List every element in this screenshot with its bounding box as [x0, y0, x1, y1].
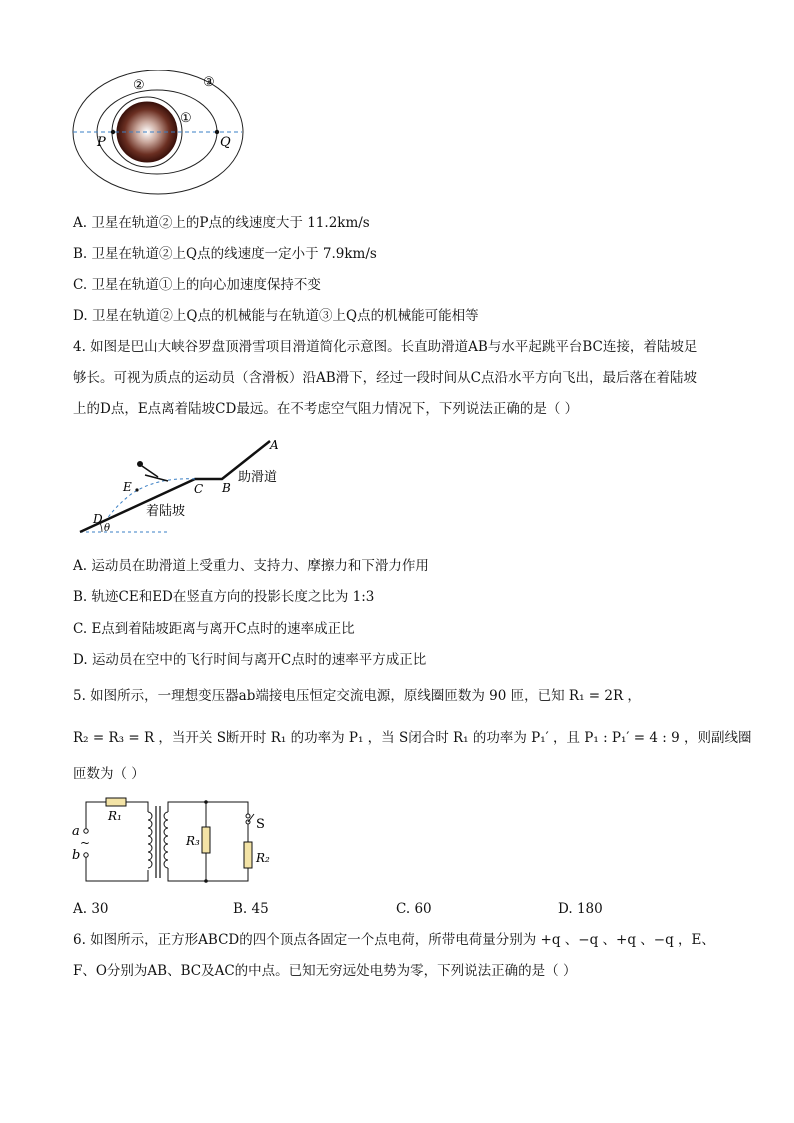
q5-stem-line-2: R₂ = R₃ = R ，当开关 S断开时 R₁ 的功率为 P₁ ，当 S闭合时 R₁ 的功率为 P₁′ ，且 P₁ : P₁′ = 4 : 9 ，则副线圈 — [73, 730, 752, 746]
q4-stem-line-3: 上的D点，E点离着陆坡CD最远。在不考虑空气阻力情况下，下列说法正确的是（ ） — [73, 401, 579, 417]
option-key: D. — [558, 901, 573, 917]
label-landing-slope: 着陆坡 — [146, 504, 186, 519]
resistor-r3 — [202, 827, 210, 853]
point-q — [215, 130, 219, 134]
option-key: D. — [73, 652, 88, 668]
point-e — [135, 488, 138, 491]
option-text: 30 — [91, 901, 109, 917]
label-b: b — [72, 848, 81, 863]
transformer-circuit-figure — [68, 790, 283, 890]
skier-body — [142, 466, 158, 477]
q4-option-d — [73, 651, 426, 669]
option-key: B. — [73, 246, 88, 262]
label-r1: R₁ — [108, 809, 122, 823]
orbit-figure — [70, 70, 245, 200]
resistor-r2 — [244, 842, 252, 868]
terminal-b — [84, 853, 88, 857]
option-key: A. — [73, 215, 88, 231]
label-r3: R₃ — [186, 834, 200, 848]
option-text: 运动员在空中的飞行时间与离开C点时的速率平方成正比 — [91, 652, 427, 668]
q3-option-b — [73, 245, 377, 263]
label-ac-source: ~ — [80, 836, 91, 850]
option-text: E点到着陆坡距离与离开C点时的速率成正比 — [91, 621, 355, 637]
q4-stem-line-2: 够长。可视为质点的运动员（含滑板）沿AB滑下，经过一段时间从C点沿水平方向飞出，最后落在着陆坡 — [73, 370, 697, 386]
label-theta: θ — [104, 523, 111, 534]
q5-stem-line-3: 匝数为（ ） — [73, 766, 145, 782]
q5-option-d — [558, 900, 603, 918]
switch-contact-top — [246, 814, 250, 818]
terminal-a — [84, 829, 88, 833]
label-a: a — [72, 824, 80, 839]
junction-top — [204, 800, 208, 804]
option-key: D. — [73, 308, 88, 324]
q6-stem-line-2: F、O分别为AB、BC及AC的中点。已知无穷远处电势为零，下列说法正确的是（ ） — [73, 963, 577, 979]
label-ramp: 助滑道 — [238, 470, 278, 485]
option-text: 卫星在轨道②上的P点的线速度大于 11.2km/s — [91, 215, 370, 231]
junction-bottom — [204, 879, 208, 883]
q5-option-c — [396, 900, 432, 918]
option-key: C. — [73, 621, 88, 637]
option-text: 卫星在轨道②上Q点的机械能与在轨道③上Q点的机械能可能相等 — [91, 308, 479, 324]
label-d: D — [93, 512, 103, 526]
q5-option-a — [73, 900, 109, 918]
option-key: A. — [73, 558, 88, 574]
option-key: C. — [396, 901, 411, 917]
q5-option-b — [233, 900, 269, 918]
label-e: E — [123, 480, 132, 494]
option-text: 卫星在轨道②上Q点的线速度一定小于 7.9km/s — [91, 246, 377, 262]
q4-option-b — [73, 588, 374, 606]
ski-slope-figure — [70, 435, 295, 545]
option-text: 45 — [251, 901, 269, 917]
q4-option-c — [73, 620, 355, 638]
option-text: 180 — [576, 901, 603, 917]
q4-option-a — [73, 557, 429, 575]
label-q: Q — [220, 135, 231, 150]
option-text: 运动员在助滑道上受重力、支持力、摩擦力和下滑力作用 — [91, 558, 429, 574]
option-text: 轨迹CE和ED在竖直方向的投影长度之比为 1:3 — [91, 589, 375, 605]
label-orbit2: ② — [133, 78, 145, 93]
label-b: B — [222, 481, 231, 495]
skier-head — [137, 461, 143, 467]
q5-stem-line-1: 5. 如图所示，一理想变压器ab端接电压恒定交流电源，原线圈匝数为 90 匝，已知 R₁ = 2R ， — [73, 688, 641, 704]
label-a: A — [270, 438, 279, 452]
resistor-r1 — [106, 798, 126, 806]
label-orbit1: ① — [180, 111, 192, 126]
option-key: B. — [73, 589, 88, 605]
option-key: B. — [233, 901, 248, 917]
q6-stem-line-1: 6. 如图所示，正方形ABCD的四个顶点各固定一个点电荷，所带电荷量分别为 +q 、−q 、+q 、−q ，E、 — [73, 932, 715, 948]
label-s: S — [256, 817, 265, 832]
option-text: 60 — [414, 901, 432, 917]
label-r2: R₂ — [256, 851, 270, 865]
option-text: 卫星在轨道①上的向心加速度保持不变 — [91, 277, 321, 293]
q3-option-a — [73, 214, 370, 232]
option-key: A. — [73, 901, 88, 917]
label-orbit3: ③ — [203, 75, 215, 90]
label-c: C — [194, 482, 204, 496]
option-key: C. — [73, 277, 88, 293]
q3-option-c — [73, 276, 321, 294]
label-p: P — [97, 135, 106, 150]
point-p — [111, 130, 115, 134]
q3-option-d — [73, 307, 479, 325]
q4-stem-line-1: 4. 如图是巴山大峡谷罗盘顶滑雪项目滑道简化示意图。长直助滑道AB与水平起跳平台BC连接，着陆坡足 — [73, 339, 698, 355]
